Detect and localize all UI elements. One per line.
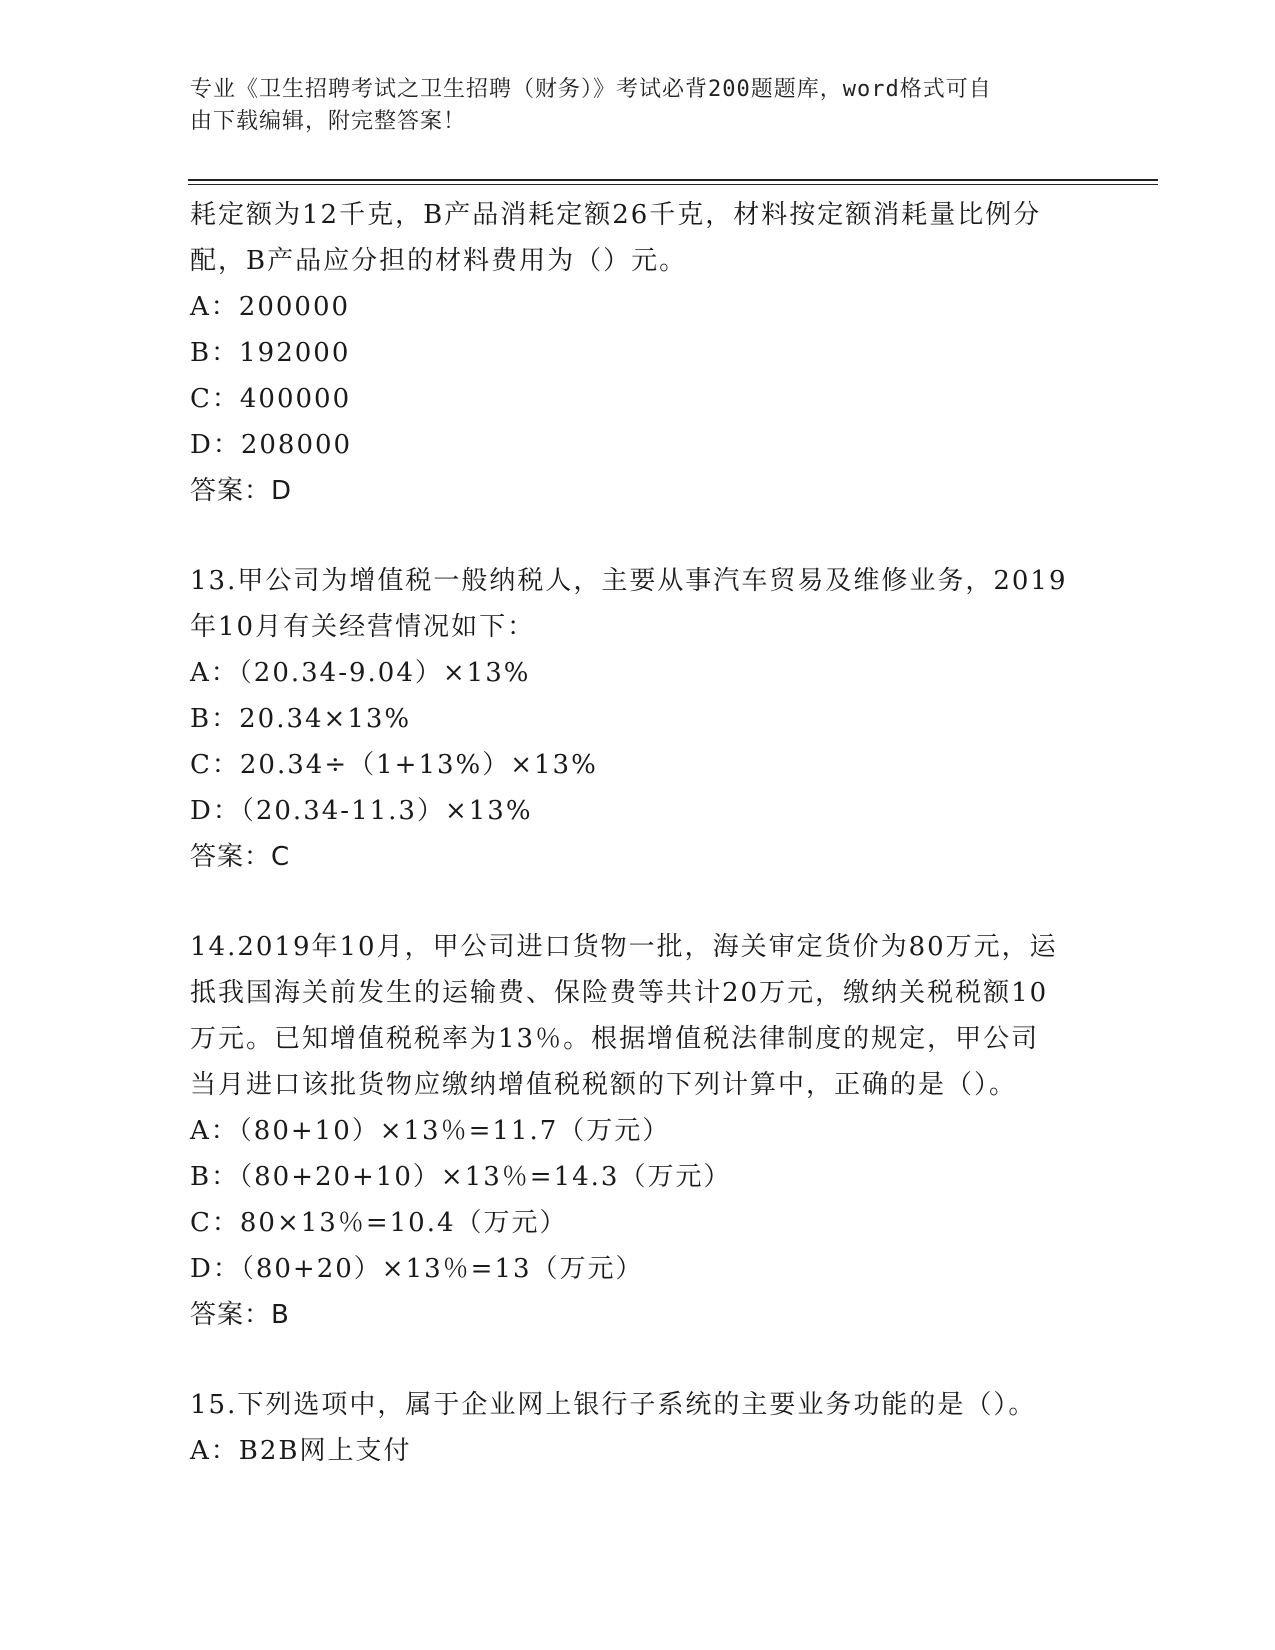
spacer <box>190 1338 1090 1382</box>
question-stem-line: 配，B产品应分担的材料费用为（）元。 <box>190 246 688 276</box>
option-d: D：（80+20）×13％=13（万元） <box>190 1254 644 1284</box>
document-header <box>190 74 1090 138</box>
question-stem-line: 耗定额为12千克，B产品消耗定额26千克，材料按定额消耗量比例分 <box>190 200 1042 230</box>
option-b: B：（80+20+10）×13％=14.3（万元） <box>190 1162 732 1192</box>
question-12 <box>190 192 1090 514</box>
question-stem-line: 万元。已知增值税税率为13％。根据增值税法律制度的规定，甲公司 <box>190 1024 1040 1054</box>
option-b: B：192000 <box>190 338 351 368</box>
spacer <box>190 880 1090 924</box>
answer-text: 答案：C <box>190 842 291 872</box>
option-d: D：（20.34-11.3）×13% <box>190 796 533 826</box>
question-stem-line: 15.下列选项中，属于企业网上银行子系统的主要业务功能的是（）。 <box>190 1390 1037 1420</box>
option-b: B：20.34×13% <box>190 704 412 734</box>
answer-text: 答案：B <box>190 1300 290 1330</box>
option-a: A：（80+10）×13％=11.7（万元） <box>190 1116 671 1146</box>
header-line-1: 专业《卫生招聘考试之卫生招聘（财务）》考试必背200题题库，word格式可自 <box>190 77 992 102</box>
question-13 <box>190 558 1090 880</box>
option-c: C：400000 <box>190 384 352 414</box>
question-14 <box>190 924 1090 1338</box>
question-list <box>190 192 1090 1474</box>
option-c: C：20.34÷（1+13%）×13% <box>190 750 598 780</box>
header-divider-thin <box>188 184 1158 185</box>
option-a: A：B2B网上支付 <box>190 1436 412 1466</box>
question-stem-line: 14.2019年10月，甲公司进口货物一批，海关审定货价为80万元，运 <box>190 932 1058 962</box>
question-15 <box>190 1382 1090 1474</box>
answer-text: 答案：D <box>190 476 293 506</box>
question-stem-line: 13.甲公司为增值税一般纳税人，主要从事汽车贸易及维修业务，2019 <box>190 566 1068 596</box>
header-divider-thick <box>188 179 1158 181</box>
option-a: A：（20.34-9.04）×13% <box>190 658 531 688</box>
question-stem-line: 年10月有关经营情况如下： <box>190 612 536 642</box>
option-c: C：80×13％=10.4（万元） <box>190 1208 568 1238</box>
question-stem-line: 当月进口该批货物应缴纳增值税税额的下列计算中，正确的是（）。 <box>190 1070 1018 1100</box>
question-stem-line: 抵我国海关前发生的运输费、保险费等共计20万元，缴纳关税税额10 <box>190 978 1049 1008</box>
option-d: D：208000 <box>190 430 353 460</box>
option-a: A：200000 <box>190 292 351 322</box>
header-line-2: 由下载编辑，附完整答案！ <box>190 109 467 134</box>
spacer <box>190 514 1090 558</box>
